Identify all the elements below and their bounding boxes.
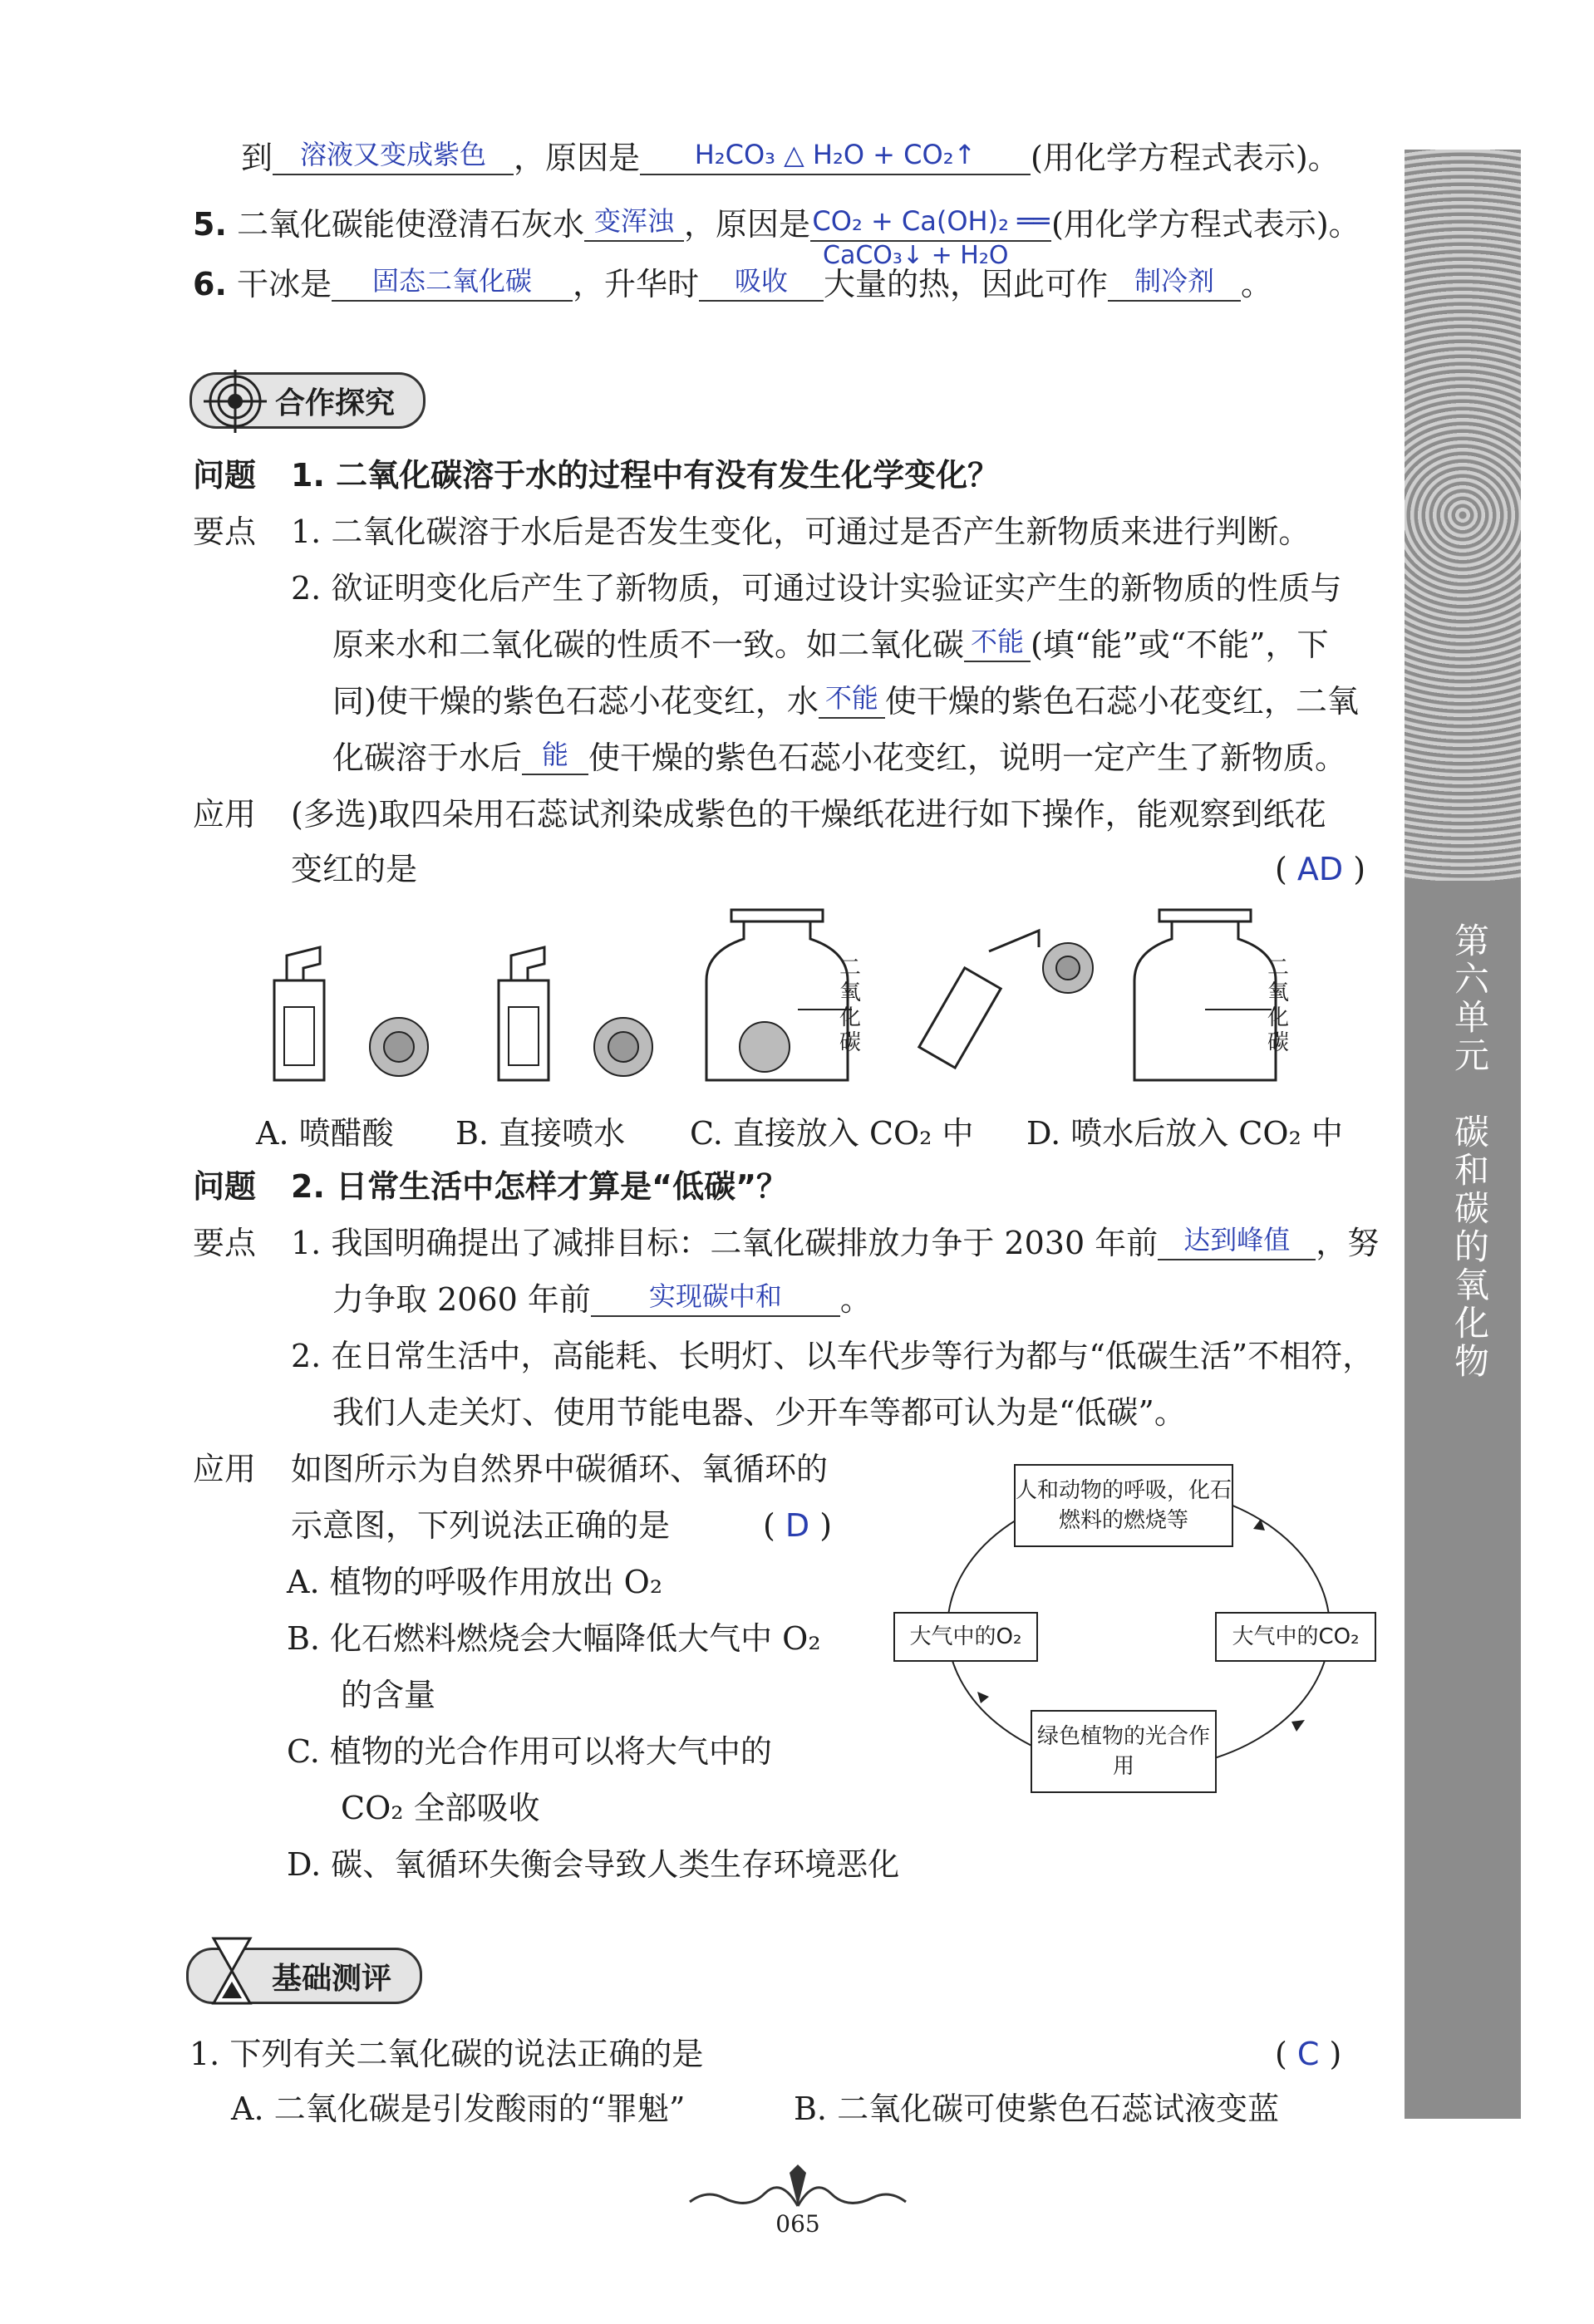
figure-spray-bottle-d [914, 922, 1105, 1088]
test-option-b: B. 二氧化碳可使紫色石蕊试液变蓝 [794, 2091, 1280, 2127]
text: ，原因是 [514, 140, 641, 176]
option-c-cont: CO₂ 全部吸收 [341, 1790, 540, 1826]
section-title: 基础测评 [272, 1961, 392, 1996]
points-label: 要点 [193, 513, 257, 550]
problem-title: 1. 二氧化碳溶于水的过程中有没有发生化学变化？ [291, 457, 1000, 494]
point-2-line-1: 2. 欲证明变化后产生了新物质，可通过设计实验证实产生的新物质的性质与 [291, 570, 1342, 607]
question-number: 5. [193, 206, 227, 243]
app-label: 应用 [193, 796, 257, 833]
question-number: 6. [193, 266, 227, 302]
text: 大量的热，因此可作 [824, 266, 1109, 302]
test-option-a: A. 二氧化碳是引发酸雨的“罪魁” [231, 2091, 686, 2127]
point-2-line-1: 2. 在日常生活中，高能耗、长明灯、以车代步等行为都与“低碳生活”不相符， [291, 1338, 1375, 1374]
point-2-line-4 [332, 733, 1346, 783]
figure-spray-bottle-b [490, 931, 673, 1088]
answer-blank: 能 [522, 735, 588, 775]
answer-blank: 达到峰值 [1158, 1221, 1316, 1260]
section-title: 合作探究 [275, 386, 396, 420]
answer-blank: 溶液又变成紫色 [273, 135, 514, 175]
option-a: A. 植物的呼吸作用放出 O₂ [287, 1564, 663, 1600]
app-line-1: (多选)取四朵用石蕊试剂染成紫色的干燥纸花进行如下操作，能观察到纸花 [291, 796, 1326, 833]
text: 同)使干燥的紫色石蕊小花变红，水 [332, 683, 819, 720]
answer-paren: ( C ) [1275, 2036, 1342, 2072]
text: ，原因是 [684, 206, 811, 243]
text: 到 [241, 140, 273, 176]
point-1 [291, 1218, 1379, 1268]
point-1: 1. 二氧化碳溶于水后是否发生变化，可通过是否产生新物质来进行判断。 [291, 513, 1311, 550]
caption-d: D. 喷水后放入 CO₂ 中 [1026, 1115, 1343, 1152]
point-2-line-2: 我们人走关灯、使用节能电器、少开车等都可认为是“低碳”。 [332, 1394, 1186, 1431]
text: (填“能”或“不能”，下 [1031, 626, 1329, 663]
line-1 [241, 133, 1340, 183]
answer-blank: 不能 [964, 622, 1031, 662]
question-5 [193, 199, 1360, 249]
unit-title: 第六单元 碳和碳的氧化物 [1449, 922, 1490, 1381]
text: (用化学方程式表示)。 [1051, 206, 1360, 243]
text: (用化学方程式表示)。 [1031, 140, 1340, 176]
hourglass-icon [207, 1933, 257, 2008]
caption-b: B. 直接喷水 [455, 1115, 626, 1152]
answer: D [785, 1507, 810, 1544]
app-line-1: 如图所示为自然界中碳循环、氧循环的 [291, 1451, 829, 1487]
text: ，努 [1316, 1225, 1380, 1261]
option-d: D. 碳、氧循环失衡会导致人类生存环境恶化 [287, 1846, 900, 1883]
point-1-line-2 [332, 1275, 872, 1324]
text: 1. 我国明确提出了减排目标：二氧化碳排放力争于 2030 年前 [291, 1225, 1159, 1261]
answer-blank: 实现碳中和 [591, 1277, 840, 1317]
text: 原来水和二氧化碳的性质不一致。如二氧化碳 [332, 626, 965, 663]
equation-blank: CO₂ + Ca(OH)₂ ══ [810, 202, 1051, 242]
section-badge [189, 372, 426, 429]
co2-label-d: 二氧化碳 [1267, 956, 1290, 1055]
text: ，升华时 [573, 266, 700, 302]
answer-paren: ( D ) [763, 1507, 833, 1544]
figure-spray-bottle-a [266, 931, 449, 1088]
target-icon [202, 368, 268, 435]
answer-blank: 变浑浊 [584, 202, 684, 242]
text: 力争取 2060 年前 [332, 1281, 591, 1318]
caption-c: C. 直接放入 CO₂ 中 [690, 1115, 974, 1152]
test-q1: 1. 下列有关二氧化碳的说法正确的是 [189, 2036, 704, 2072]
option-b-cont: 的含量 [341, 1677, 436, 1713]
question-6 [193, 259, 1272, 309]
caption-a: A. 喷醋酸 [256, 1115, 394, 1152]
sidebar-pattern [1405, 150, 1521, 881]
box-atmosphere-co2: 大气中的CO₂ [1215, 1612, 1376, 1662]
problem-label: 问题 [193, 457, 257, 494]
text: 使干燥的紫色石蕊小花变红，二氧 [884, 683, 1359, 720]
box-atmosphere-o2: 大气中的O₂ [893, 1612, 1038, 1662]
section-badge [186, 1948, 422, 2004]
point-2-line-3 [332, 676, 1359, 726]
text: 干冰是 [236, 266, 332, 302]
text: 二氧化碳能使澄清石灰水 [236, 206, 584, 243]
answer: C [1296, 2036, 1320, 2072]
option-b: B. 化石燃料燃烧会大幅降低大气中 O₂ [287, 1620, 821, 1657]
page-number: 065 [775, 2210, 820, 2238]
box-photosynthesis: 绿色植物的光合作用 [1031, 1710, 1217, 1793]
text: 。 [839, 1281, 872, 1318]
text: 使干燥的紫色石蕊小花变红，说明一定产生了新物质。 [588, 739, 1347, 776]
answer-blank: 吸收 [699, 262, 824, 302]
equation-blank: H₂CO₃ △ H₂O + CO₂↑ [640, 135, 1031, 175]
answer-blank: 制冷剂 [1108, 262, 1241, 302]
answer: AD [1296, 851, 1344, 887]
point-2-line-2 [332, 620, 1329, 670]
text: 化碳溶于水后 [332, 739, 523, 776]
answer-blank: 不能 [819, 679, 885, 719]
app-line-2: 示意图，下列说法正确的是 [291, 1507, 671, 1544]
text: 。 [1241, 266, 1273, 302]
equation-continued: CaCO₃↓ + H₂O [823, 241, 1009, 270]
app-label: 应用 [193, 1451, 257, 1487]
option-c: C. 植物的光合作用可以将大气中的 [287, 1733, 772, 1770]
co2-label-c: 二氧化碳 [839, 956, 862, 1055]
answer-paren: ( AD ) [1275, 851, 1366, 887]
answer-blank: 固态二氧化碳 [332, 262, 573, 302]
problem-label: 问题 [193, 1168, 257, 1205]
problem-title: 2. 日常生活中怎样才算是“低碳”？ [291, 1168, 789, 1205]
points-label: 要点 [193, 1225, 257, 1261]
app-line-2: 变红的是 [291, 851, 418, 887]
box-respiration: 人和动物的呼吸，化石燃料的燃烧等 [1014, 1464, 1233, 1547]
